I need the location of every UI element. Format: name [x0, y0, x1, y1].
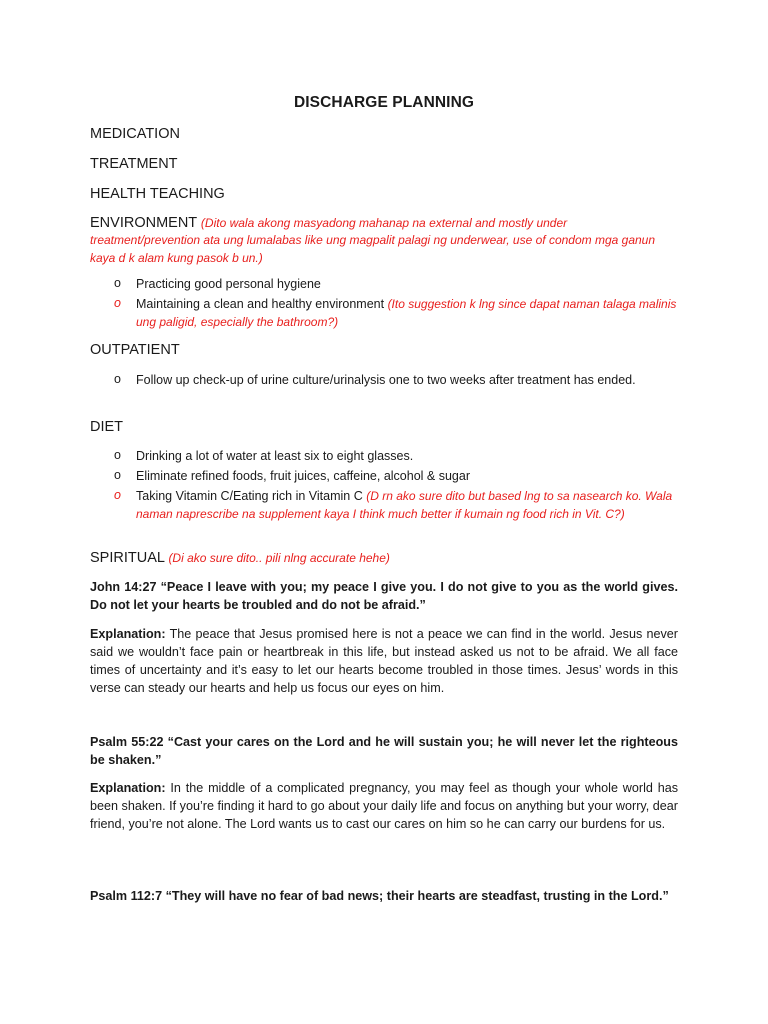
heading-spiritual-label: SPIRITUAL	[90, 550, 165, 566]
bullet-marker: o	[114, 296, 121, 310]
bullet-marker: o	[114, 488, 121, 502]
list-item-text: Taking Vitamin C/Eating rich in Vitamin C	[136, 489, 363, 503]
explanation-label: Explanation:	[90, 627, 166, 641]
bullet-marker: o	[114, 468, 121, 482]
list-item-text: Follow up check-up of urine culture/urinalysis one to two weeks after treatment has ended.	[136, 373, 636, 387]
heading-diet: DIET	[90, 419, 124, 435]
list-item-text: Drinking a lot of water at least six to eight glasses.	[136, 449, 414, 463]
list-item-note: (Ito suggestion k lng since dapat naman talaga malinis ung paligid, especially the bathroom?)	[136, 297, 677, 329]
document-title: DISCHARGE PLANNING	[293, 94, 475, 111]
heading-outpatient: OUTPATIENT	[90, 342, 180, 358]
heading-health-teaching: HEALTH TEACHING	[90, 186, 225, 202]
heading-medication: MEDICATION	[90, 126, 180, 142]
list-item-text: Practicing good personal hygiene	[136, 277, 321, 291]
environment-note-continued: treatment/prevention ata ung lumalabas like ung magpalit palagi ng underwear, use of condom mga ganun kaya d k alam kung pasok b un.)	[90, 233, 656, 265]
heading-environment-label: ENVIRONMENT	[90, 215, 197, 231]
explanation-text: The peace that Jesus promised here is not a peace we can find in the world. Jesus never said we wouldn’t face pain or heartbreak in this life, but instead asked us not to be afraid. We all face times of uncertainty and it’s easy to let our hearts become troubled in those times. Jesus’ words in this verse can steady our hearts and help us focus our eyes on him.	[90, 627, 678, 695]
list-item-text: Eliminate refined foods, fruit juices, caffeine, alcohol & sugar	[136, 469, 470, 483]
explanation-label: Explanation:	[90, 781, 166, 795]
list-item-note: (D rn ako sure dito but based lng to sa nasearch ko. Wala naman naprescribe na supplement kaya I think much better if kumain ng food rich in Vit. C?)	[136, 489, 673, 521]
list-item-text: Maintaining a clean and healthy environment	[136, 297, 385, 311]
verse-john-14-27: John 14:27 “Peace I leave with you; my peace I give you. I do not give to you as the world gives. Do not let your hearts be troubled and do not be afraid.”	[90, 580, 678, 612]
explanation-text: In the middle of a complicated pregnancy, you may feel as though your whole world has been shaken. If you’re finding it hard to go about your daily life and focus on anything but your worry, dear friend, you’re not alone. The Lord wants us to cast our cares on him so he can carry our burdens for us.	[90, 781, 678, 831]
list-item	[136, 275, 684, 293]
verse-psalm-55-22: Psalm 55:22 “Cast your cares on the Lord and he will sustain you; he will never let the righteous be shaken.”	[90, 735, 678, 767]
bullet-marker: o	[114, 276, 121, 290]
heading-environment	[90, 214, 567, 232]
spiritual-note: (Di ako sure dito.. pili nlng accurate hehe)	[168, 551, 390, 565]
bullet-marker: o	[114, 448, 121, 462]
heading-treatment: TREATMENT	[90, 156, 178, 172]
list-item	[136, 487, 684, 523]
verse-psalm-112-7: Psalm 112:7 “They will have no fear of bad news; their hearts are steadfast, trusting in the Lord.”	[90, 889, 669, 903]
bullet-marker: o	[114, 372, 121, 386]
explanation-paragraph	[90, 779, 678, 833]
heading-spiritual	[90, 549, 390, 567]
list-item	[136, 467, 684, 485]
list-item	[136, 447, 684, 465]
environment-note: (Dito wala akong masyadong mahanap na external and mostly under	[200, 216, 568, 230]
explanation-paragraph	[90, 625, 678, 697]
list-item	[136, 371, 684, 389]
list-item	[136, 295, 684, 331]
